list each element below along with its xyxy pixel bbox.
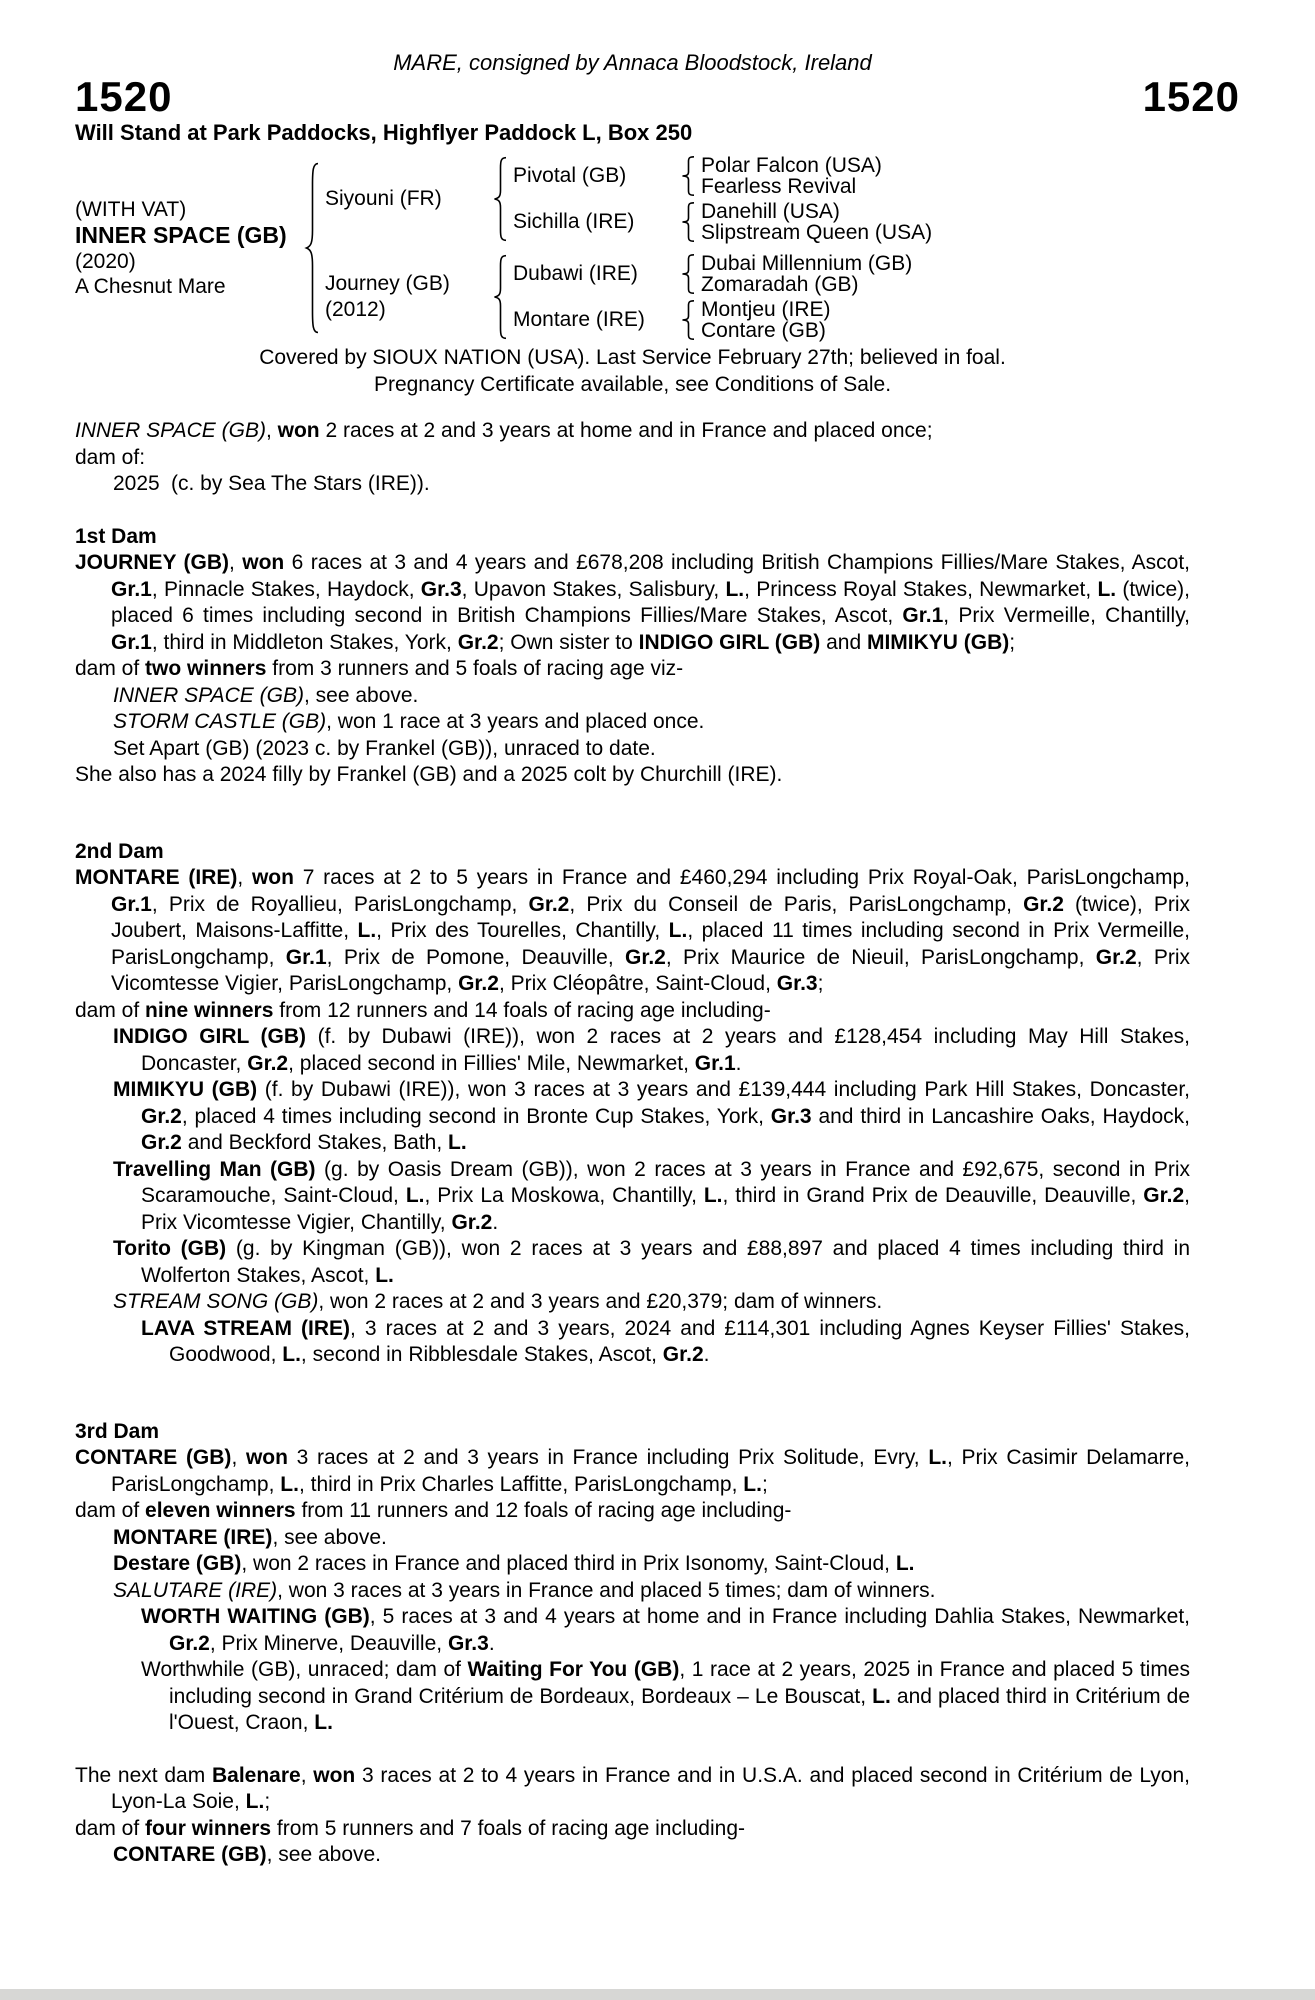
catalogue-paragraph: Torito (GB) (g. by Kingman (GB)), won 2 races at 3 years and £88,897 and placed 4 times including third in Wolferton Stakes, Ascot, L. [113, 1237, 1190, 1287]
catalogue-paragraph: MONTARE (IRE), see above. [113, 1525, 387, 1549]
lot-number-right: 1520 [1142, 73, 1240, 120]
catalogue-paragraph: dam of two winners from 3 runners and 5 foals of racing age viz- [75, 657, 684, 680]
catalogue-paragraph: LAVA STREAM (IRE), 3 races at 2 and 3 years, 2024 and £114,301 including Agnes Keyser Fillies' Stakes, Goodwood, L., second in Ribblesdale Stakes, Ascot, Gr.2. [141, 1316, 1190, 1366]
brace-icon [679, 254, 701, 294]
dam-name: Journey (GB) [325, 271, 450, 295]
grandparent-branch [513, 155, 932, 197]
great-grandparent-name: Contare (GB) [701, 319, 826, 342]
catalogue-paragraph: SALUTARE (IRE), won 3 races at 3 years in France and placed 5 times; dam of winners. [113, 1578, 936, 1602]
page-edge-shadow [0, 1989, 1315, 2000]
brace-icon [491, 254, 513, 340]
covering-line-2: Pregnancy Certificate available, see Conditions of Sale. [373, 372, 892, 396]
brace-icon [303, 160, 325, 336]
spacer [75, 1369, 1190, 1419]
sire-name: Siyouni (FR) [325, 186, 442, 210]
catalogue-paragraph: The next dam Balenare, won 3 races at 2 to 4 years in France and in U.S.A. and placed second in Critérium de Lyon, Lyon-La Soie, L.; [75, 1763, 1191, 1813]
grandparent-name: Montare (IRE) [513, 307, 645, 331]
spacer [75, 398, 1190, 418]
catalogue-paragraph: Destare (GB), won 2 races in France and placed third in Prix Isonomy, Saint-Cloud, L. [113, 1552, 915, 1575]
grandparent-branch [513, 253, 912, 295]
great-grandparent-name: Slipstream Queen (USA) [701, 221, 933, 244]
grandparent-name: Pivotal (GB) [513, 163, 627, 187]
mare-description: A Chesnut Mare [75, 275, 226, 298]
catalogue-paragraph: Travelling Man (GB) (g. by Oasis Dream (GB)), won 2 races at 3 years in France and £92,675, second in Prix Scaramouche, Saint-Cloud, L., Prix La Moskowa, Chantilly, L., third in Grand Prix de Deauville, Deauville, Gr.2, Prix Vicomtesse Vigier, Chantilly, Gr.2. [113, 1157, 1190, 1234]
mare-name: INNER SPACE (GB) [75, 222, 287, 248]
lot-number-row [75, 73, 1240, 120]
mare-info [75, 197, 303, 299]
catalogue-paragraph: MONTARE (IRE), won 7 races at 2 to 5 years in France and £460,294 including Prix Royal-Oak, ParisLongchamp, Gr.1, Prix de Royallieu, ParisLongchamp, Gr.2, Prix du Conseil de Paris, ParisLongchamp, Gr.2 (twice), Prix Joubert, Maisons-Laffitte, L., Prix des Tourelles, Chantilly, L., placed 11 times including second in Prix Vermeille, ParisLongchamp, Gr.1, Prix de Pomone, Deauville, Gr.2, Prix Maurice de Nieuil, ParisLongchamp, Gr.2, Prix Vicomtesse Vigier, ParisLongchamp, Gr.2, Prix Cléopâtre, Saint-Cloud, Gr.3; [75, 866, 1191, 995]
great-grandparent-name: Fearless Revival [701, 175, 857, 198]
catalogue-paragraph: STREAM SONG (GB), won 2 races at 2 and 3 years and £20,379; dam of winners. [113, 1290, 883, 1313]
section-heading: 1st Dam [75, 524, 157, 548]
section-heading: 2nd Dam [75, 839, 164, 863]
spacer [75, 789, 1190, 839]
dam-year: (2012) [325, 298, 386, 321]
vat-note: (WITH VAT) [75, 198, 187, 221]
great-grandparent-name: Montjeu (IRE) [701, 298, 831, 321]
brace-icon [679, 156, 701, 196]
catalogue-paragraph: Worthwhile (GB), unraced; dam of Waiting For You (GB), 1 race at 2 years, 2025 in France and placed 5 times including second in Grand Critérium de Bordeaux, Bordeaux – Le Bouscat, L. and placed third in Critérium de l'Ouest, Craon, L. [141, 1658, 1190, 1734]
great-grandparent-name: Polar Falcon (USA) [701, 154, 882, 177]
great-grandparent-name: Zomaradah (GB) [701, 273, 859, 296]
grandparent-branch [513, 299, 912, 341]
brace-icon [679, 202, 701, 242]
catalogue-paragraph: CONTARE (GB), see above. [113, 1843, 382, 1866]
catalogue-paragraph: She also has a 2024 filly by Frankel (GB) and a 2025 colt by Churchill (IRE). [75, 763, 783, 786]
catalogue-paragraph: INNER SPACE (GB), see above. [113, 683, 419, 707]
catalogue-paragraph: dam of: [75, 445, 146, 469]
grandparent-name: Dubawi (IRE) [513, 261, 638, 285]
mare-foaling-year: (2020) [75, 250, 136, 273]
spacer [75, 498, 1190, 524]
pedigree-tree [75, 155, 1190, 341]
catalogue-body [75, 398, 1190, 1869]
grandparent-name: Sichilla (IRE) [513, 209, 635, 233]
catalogue-paragraph: CONTARE (GB), won 3 races at 2 and 3 years in France including Prix Solitude, Evry, L., Prix Casimir Delamarre, ParisLongchamp, L., third in Prix Charles Laffitte, ParisLongchamp, L.; [75, 1446, 1191, 1496]
catalogue-paragraph: STORM CASTLE (GB), won 1 race at 3 years and placed once. [113, 710, 705, 733]
brace-icon [679, 300, 701, 340]
brace-icon [491, 156, 513, 242]
grandparent-branch [513, 201, 932, 243]
section-heading: 3rd Dam [75, 1419, 160, 1443]
catalogue-paragraph: INNER SPACE (GB), won 2 races at 2 and 3 years at home and in France and placed once; [75, 419, 933, 442]
catalogue-paragraph: MIMIKYU (GB) (f. by Dubawi (IRE)), won 3 races at 3 years and £139,444 including Park Hill Stakes, Doncaster, Gr.2, placed 4 times including second in Bronte Cup Stakes, York, Gr.3 and third in Lancashire Oaks, Haydock, Gr.2 and Beckford Stakes, Bath, L. [113, 1078, 1190, 1154]
covering-line-1: Covered by SIOUX NATION (USA). Last Service February 27th; believed in foal. [259, 346, 1006, 369]
catalogue-paragraph: Set Apart (GB) (2023 c. by Frankel (GB)), unraced to date. [113, 736, 656, 760]
consignor-line: MARE, consigned by Annaca Bloodstock, Ireland [393, 50, 872, 75]
stand-location-line: Will Stand at Park Paddocks, Highflyer Paddock L, Box 250 [75, 120, 693, 145]
catalogue-paragraph: INDIGO GIRL (GB) (f. by Dubawi (IRE)), won 2 races at 2 years and £128,454 including May Hill Stakes, Doncaster, Gr.2, placed second in Fillies' Mile, Newmarket, Gr.1. [113, 1025, 1190, 1075]
lot-number-left: 1520 [75, 73, 173, 120]
catalogue-paragraph: JOURNEY (GB), won 6 races at 3 and 4 years and £678,208 including British Champions Fillies/Mare Stakes, Ascot, Gr.1, Pinnacle Stakes, Haydock, Gr.3, Upavon Stakes, Salisbury, L., Princess Royal Stakes, Newmarket, L. (twice), placed 6 times including second in British Champions Fillies/Mare Stakes, Ascot, Gr.1, Prix Vermeille, Chantilly, Gr.1, third in Middleton Stakes, York, Gr.2; Own sister to INDIGO GIRL (GB) and MIMIKYU (GB); [75, 551, 1191, 654]
catalogue-paragraph: dam of four winners from 5 runners and 7 foals of racing age including- [75, 1816, 745, 1840]
great-grandparent-name: Danehill (USA) [701, 200, 840, 223]
great-grandparent-name: Dubai Millennium (GB) [701, 252, 913, 275]
catalogue-paragraph: WORTH WAITING (GB), 5 races at 3 and 4 years at home and in France including Dahlia Stakes, Newmarket, Gr.2, Prix Minerve, Deauville, Gr.3. [141, 1605, 1190, 1655]
spacer [75, 1737, 1190, 1763]
dam-branch [325, 253, 932, 341]
catalogue-paragraph: dam of nine winners from 12 runners and 14 foals of racing age including- [75, 998, 771, 1022]
catalogue-paragraph: dam of eleven winners from 11 runners and 12 foals of racing age including- [75, 1499, 792, 1522]
catalogue-paragraph: 2025 (c. by Sea The Stars (IRE)). [113, 472, 430, 495]
sire-branch [325, 155, 932, 243]
